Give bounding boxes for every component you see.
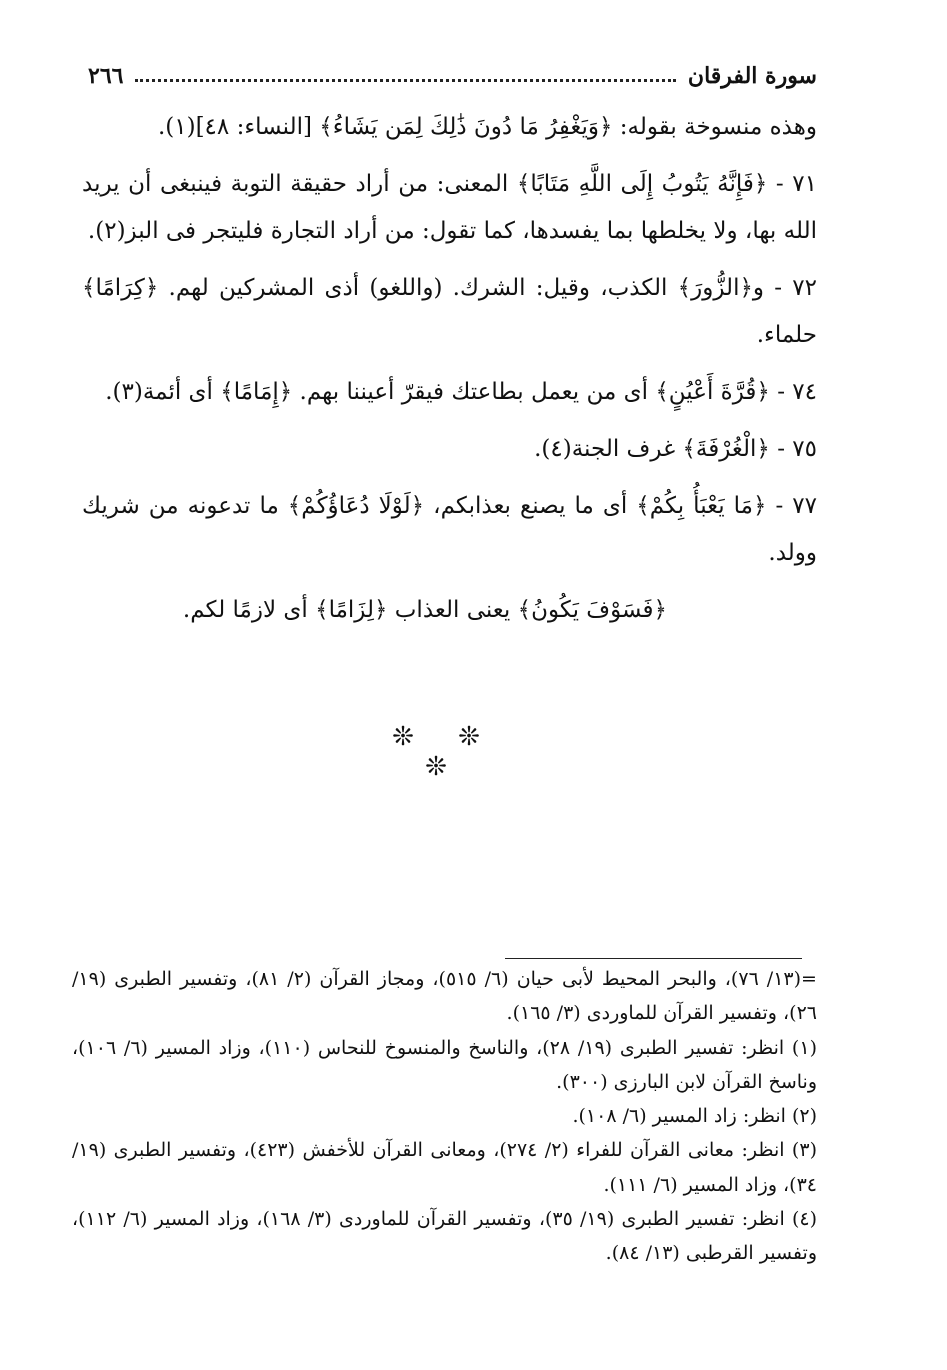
- main-text: [82, 104, 817, 644]
- header-dotted-leader: [135, 79, 675, 82]
- body-paragraph: وهذه منسوخة بقوله: ﴿وَيَغْفِرُ مَا دُونَ ذَٰلِكَ لِمَن يَشَاءُ﴾ [النساء: ٤٨](١).: [157, 114, 817, 140]
- footnote-item: (٣) انظر: معانى القرآن للفراء (٢/ ٢٧٤)، ومعانى القرآن للأخفش (٤٢٣)، وتفسير الطبرى (١٩/ ٣٤)، وزاد المسير (٦/ ١١١).: [72, 1139, 817, 1196]
- footnote-item: (٤) انظر: تفسير الطبرى (١٩/ ٣٥)، وتفسير القرآن للماوردى (٣/ ١٦٨)، وزاد المسير (٦/ ١١٢)، وتفسير القرطبى (١٣/ ٨٤).: [72, 1208, 817, 1265]
- footnote-item: (١) انظر: تفسير الطبرى (١٩/ ٢٨)، والناسخ والمنسوخ للنحاس (١١٠)، وزاد المسير (٦/ ١٠٦)، وناسخ القرآن لابن البارزى (٣٠٠).: [72, 1036, 817, 1093]
- body-paragraph: ٧١ - ﴿فَإِنَّهُ يَتُوبُ إِلَى اللَّهِ مَتَابًا﴾ المعنى: من أراد حقيقة التوبة فينبغى أن يريد الله بها، ولا يخلطها بما يفسدها، كما تقول: من أراد التجارة فليتجر فى البز(٢).: [82, 171, 817, 244]
- footnote-continuation: =(١٣/ ٧٦)، والبحر المحيط لأبى حيان (٦/ ٥١٥)، ومجاز القرآن (٢/ ٨١)، وتفسير الطبرى (١٩/ ٢٦)، وتفسير القرآن للماوردى (٣/ ١٦٥).: [72, 968, 817, 1025]
- footnote-rule: [505, 958, 802, 959]
- body-paragraph: ٧٤ - ﴿قُرَّةَ أَعْيُنٍ﴾ أى من يعمل بطاعتك فيقرّ أعيننا بهم. ﴿إِمَامًا﴾ أى أئمة(٣).: [105, 379, 817, 405]
- section-separator-stars: ❊ ❊ ❊: [392, 722, 498, 782]
- running-title: سورة الفرقان: [687, 63, 817, 89]
- page-header: [88, 58, 817, 94]
- body-paragraph: ٧٧ - ﴿مَا يَعْبَأُ بِكُمْ﴾ أى ما يصنع بعذابكم، ﴿لَوْلَا دُعَاؤُكُمْ﴾ ما تدعونه من شريك وولد.: [82, 493, 817, 566]
- body-paragraph: ٧٥ - ﴿الْغُرْفَةَ﴾ غرف الجنة(٤).: [534, 436, 817, 462]
- footnote-item: (٢) انظر: زاد المسير (٦/ ١٠٨).: [572, 1105, 817, 1128]
- body-paragraph: ٧٢ - و﴿الزُّورَ﴾ الكذب، وقيل: الشرك. (واللغو) أذى المشركين لهم. ﴿كِرَامًا﴾ حلماء.: [82, 275, 817, 348]
- body-paragraph: ﴿فَسَوْفَ يَكُونُ﴾ يعنى العذاب ﴿لِزَامًا﴾ أى لازمًا لكم.: [182, 597, 667, 623]
- page-number: ٢٦٦: [88, 63, 124, 89]
- footnotes: [72, 962, 817, 1271]
